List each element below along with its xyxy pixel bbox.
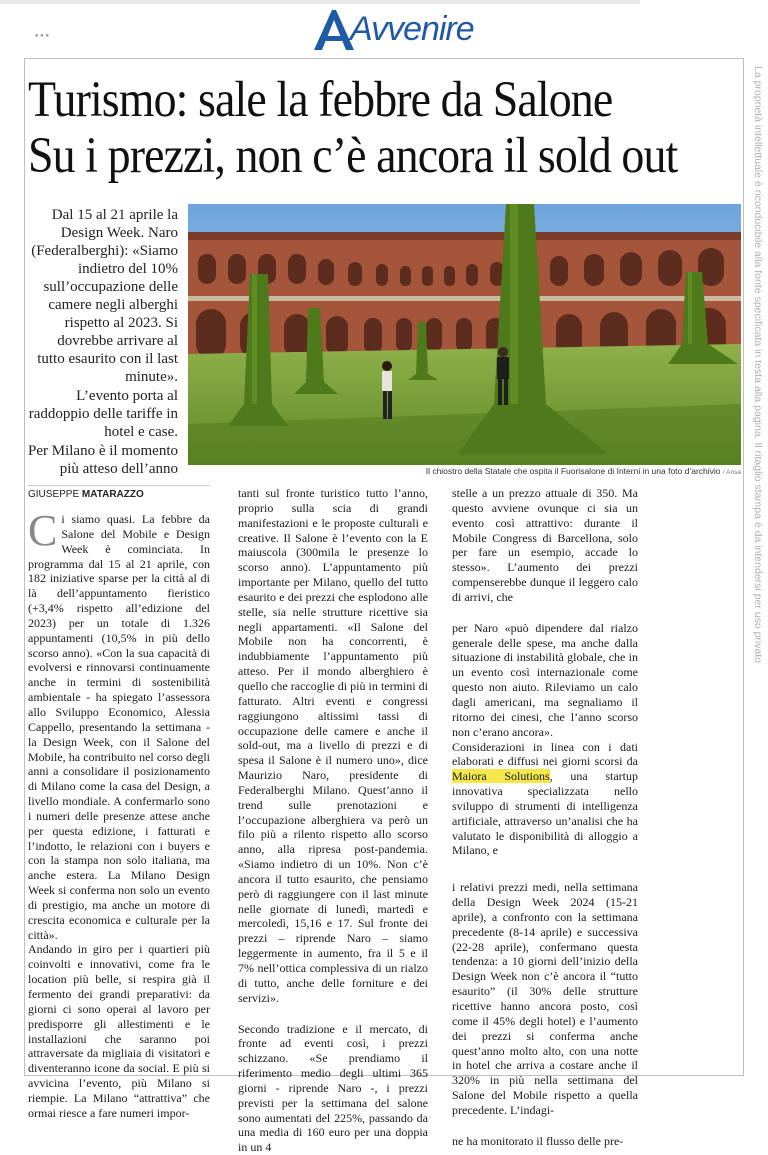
column-gap [452,605,638,621]
highlighted-company: Maiora Solutions [452,769,550,784]
summary-paragraph-2: L’evento porta al raddoppio delle tariffe in hotel e case. [28,388,178,440]
summary-box [28,206,178,479]
article-photo [188,204,741,465]
byline [28,485,210,500]
body-column-1 [28,506,210,1121]
author-last-name: MATARAZZO [81,489,144,500]
copyright-side-note: La proprietà intellettuale è riconducibile alla fonte specificata in testa alla pagina. Il ritaglio stampa è da intendersi per uso privato [752,66,764,664]
paragraph-text: i siamo quasi. La febbre da Salone del Mobile e Design Week è cominciata. In programma dal 15 al 21 aprile, con 182 iniziative sparse per la città al di là dell’appuntamento fieristico (+3,4% rispetto all’edizione del 2023) per un totale di 1.326 appuntamenti (10,5% in più dello scorso anno). «Con la sua capacità di evolversi e rinnovarsi continuamente anche in termini di sostenibilità ambientale - ha spiegato l’assessora allo Sviluppo Economico, Alessia Cappello, presentando la settimana - la Design Week, con il Salone del Mobile, ha contribuito nel corso degli anni a consolidare il posizionamento di Milano come la casa del Design, a livello mondiale. A confermarlo sono i numeri delle presenze attese anche per questa edizione, i fatturati e l’indotto, le relazioni con i buyers e con la stampa non solo italiana, ma anche estera. La Milano Design Week si conferma non solo un evento di prestigio, ma anche un motore di crescita economica e culturale per la città». [28,512,210,942]
masthead-logo [310,4,474,52]
page-marker: ••• [34,32,50,42]
body-paragraph [28,506,210,942]
body-paragraph: i relativi prezzi medi, nella settimana della Design Week 2024 (15-21 aprile), a confronto con la settimana precedente (8-14 aprile) e successiva (22-28 aprile), confermano questa tendenza: a 10 giorni dell’inizio della Design Week non c’è ancora il “tutto esaurito” (il 30% delle strutture ricettive hanno ancora posto, così come il 45% degli hotel) e l’aumento dei prezzi si conferma anche quest’anno molto alto, con una notte in hotel che arriva a costare anche il 320% in più nella settimana del Salone del Mobile rispetto a quella precedente. L’indagi- [452,880,638,1117]
body-paragraph: stelle a un prezzo attuale di 350. Ma questo avviene ovunque ci sia un evento così attrattivo: durante il Mobile Congress di Barcellona, solo per fare un esempio, accade lo stesso». L’aumento dei prezzi compenserebbe dunque il leggero calo di arrivi, che [452,486,638,604]
cloister-photo [188,204,741,465]
photo-credit: / Ansa [722,469,741,476]
dropcap-letter: C [28,506,58,555]
summary-paragraph-3: Per Milano è il momento più atteso dell’anno [28,443,178,477]
body-paragraph: per Naro «può dipendere dal rialzo generale delle spese, ma anche dalla situazione di instabilità globale, che in un evento così internazionale come questo non aiuto. Rileviamo un calo dagli americani, ma segnaliamo il ritorno dei cinesi, che l’anno scorso non c’erano ancora». [452,620,638,739]
body-paragraph: ne ha monitorato il flusso delle pre- [452,1133,624,1148]
caption-text: Il chiostro della Statale che ospita il Fuorisalone di Interni in una foto d’archivio [425,466,721,476]
summary-paragraph-1: Dal 15 al 21 aprile la Design Week. Naro (Federalberghi): «Siamo indietro del 10% sull’occupazione delle camere negli alberghi rispetto al 2023. Si dovrebbe arrivare al tutto esaurito con il last minute». [31,207,178,385]
headline [28,72,678,184]
body-paragraph [452,740,638,859]
masthead-title: Avvenire [350,10,474,48]
body-paragraph: tanti sul fronte turistico tutto l’anno, proprio sulla scia di grandi manifestazioni e le proposte culturali e creative. Il Salone è l’evento con la E maiuscola (300mila le presenze lo scorso anno). L’appuntamento più importante per Milano, quello del tutto esaurito e dei prezzi che esplodono alle stelle, sia nelle strutture ricettive sia negli appartamenti. «Il Salone del Mobile non ha concorrenti, è indubbiamente l’appuntamento più atteso. Per il mondo alberghiero è quello che raccoglie di più in termini di fatturato. Altri eventi e congressi raggiungono altissimi tassi di occupazione delle camere e anche il sold-out, ma a livello di prezzi e di spesa il Salone è il numero uno», dice Maurizio Naro, presidente di Federalberghi Milano. Quest’anno il trend sulle prenotazioni e l’occupazione alberghiera va però un filo più a rilento rispetto allo scorso anno, alla ripresa post-pandemia. «Siamo indietro di un 10%. Non c’è ancora il tutto esaurito, che pensiamo però di raggiungere con il last minute nelle giornate di lunedì, martedì e mercoledì, 15,16 e 17. Sul fronte dei prezzi – riprende Naro – siamo leggermente in aumento, fra il 5 e il 7% nell’ottica complessiva di un rialzo di tutto, anche delle forniture e dei servizi». [238,486,428,1005]
headline-line-1: Turismo: sale la febbre da Salone [28,72,613,128]
paragraph-text: , una startup innovativa specializzata nello sviluppo di strumenti di intelligenza artificiale, attraverso un’analisi che ha valutato le disponibilità di alloggio a Milano, e [452,769,638,858]
column-gap [452,1118,638,1134]
body-column-2 [238,486,428,1155]
body-paragraph: Andando in giro per i quartieri più coinvolti e innovativi, come fra le location più belle, si respira già il fermento dei grandi preparativi: da giorni ci sono operai al lavoro per predisporre gli allestimenti e le installazioni che saranno poi attraversate da migliaia di visitatori e diventeranno icone da social. E più si avvicina l’evento, più Milano si riempie. La Milano “attrattiva” che ormai riesce a fare numeri impor- [28,942,210,1120]
photo-caption [188,466,741,479]
headline-line-2: Su i prezzi, non c’è ancora il sold out [28,128,678,184]
paragraph-text: Considerazioni in linea con i dati elaborati e diffusi nei giorni scorsi da [452,739,638,769]
body-paragraph: Secondo tradizione e il mercato, di fronte ad eventi così, i prezzi schizzano. «Se prendiamo il riferimento medio degli ultimi 365 giorni - riprende Naro -, i prezzi previsti per la settimana del salone sono aumentati del 225%, passando da una media di 160 euro per una doppia in un 4 [238,1021,428,1155]
column-gap [452,858,638,880]
column-gap [238,1006,428,1022]
body-column-3 [452,486,638,1149]
author-first-name: GIUSEPPE [28,489,80,500]
